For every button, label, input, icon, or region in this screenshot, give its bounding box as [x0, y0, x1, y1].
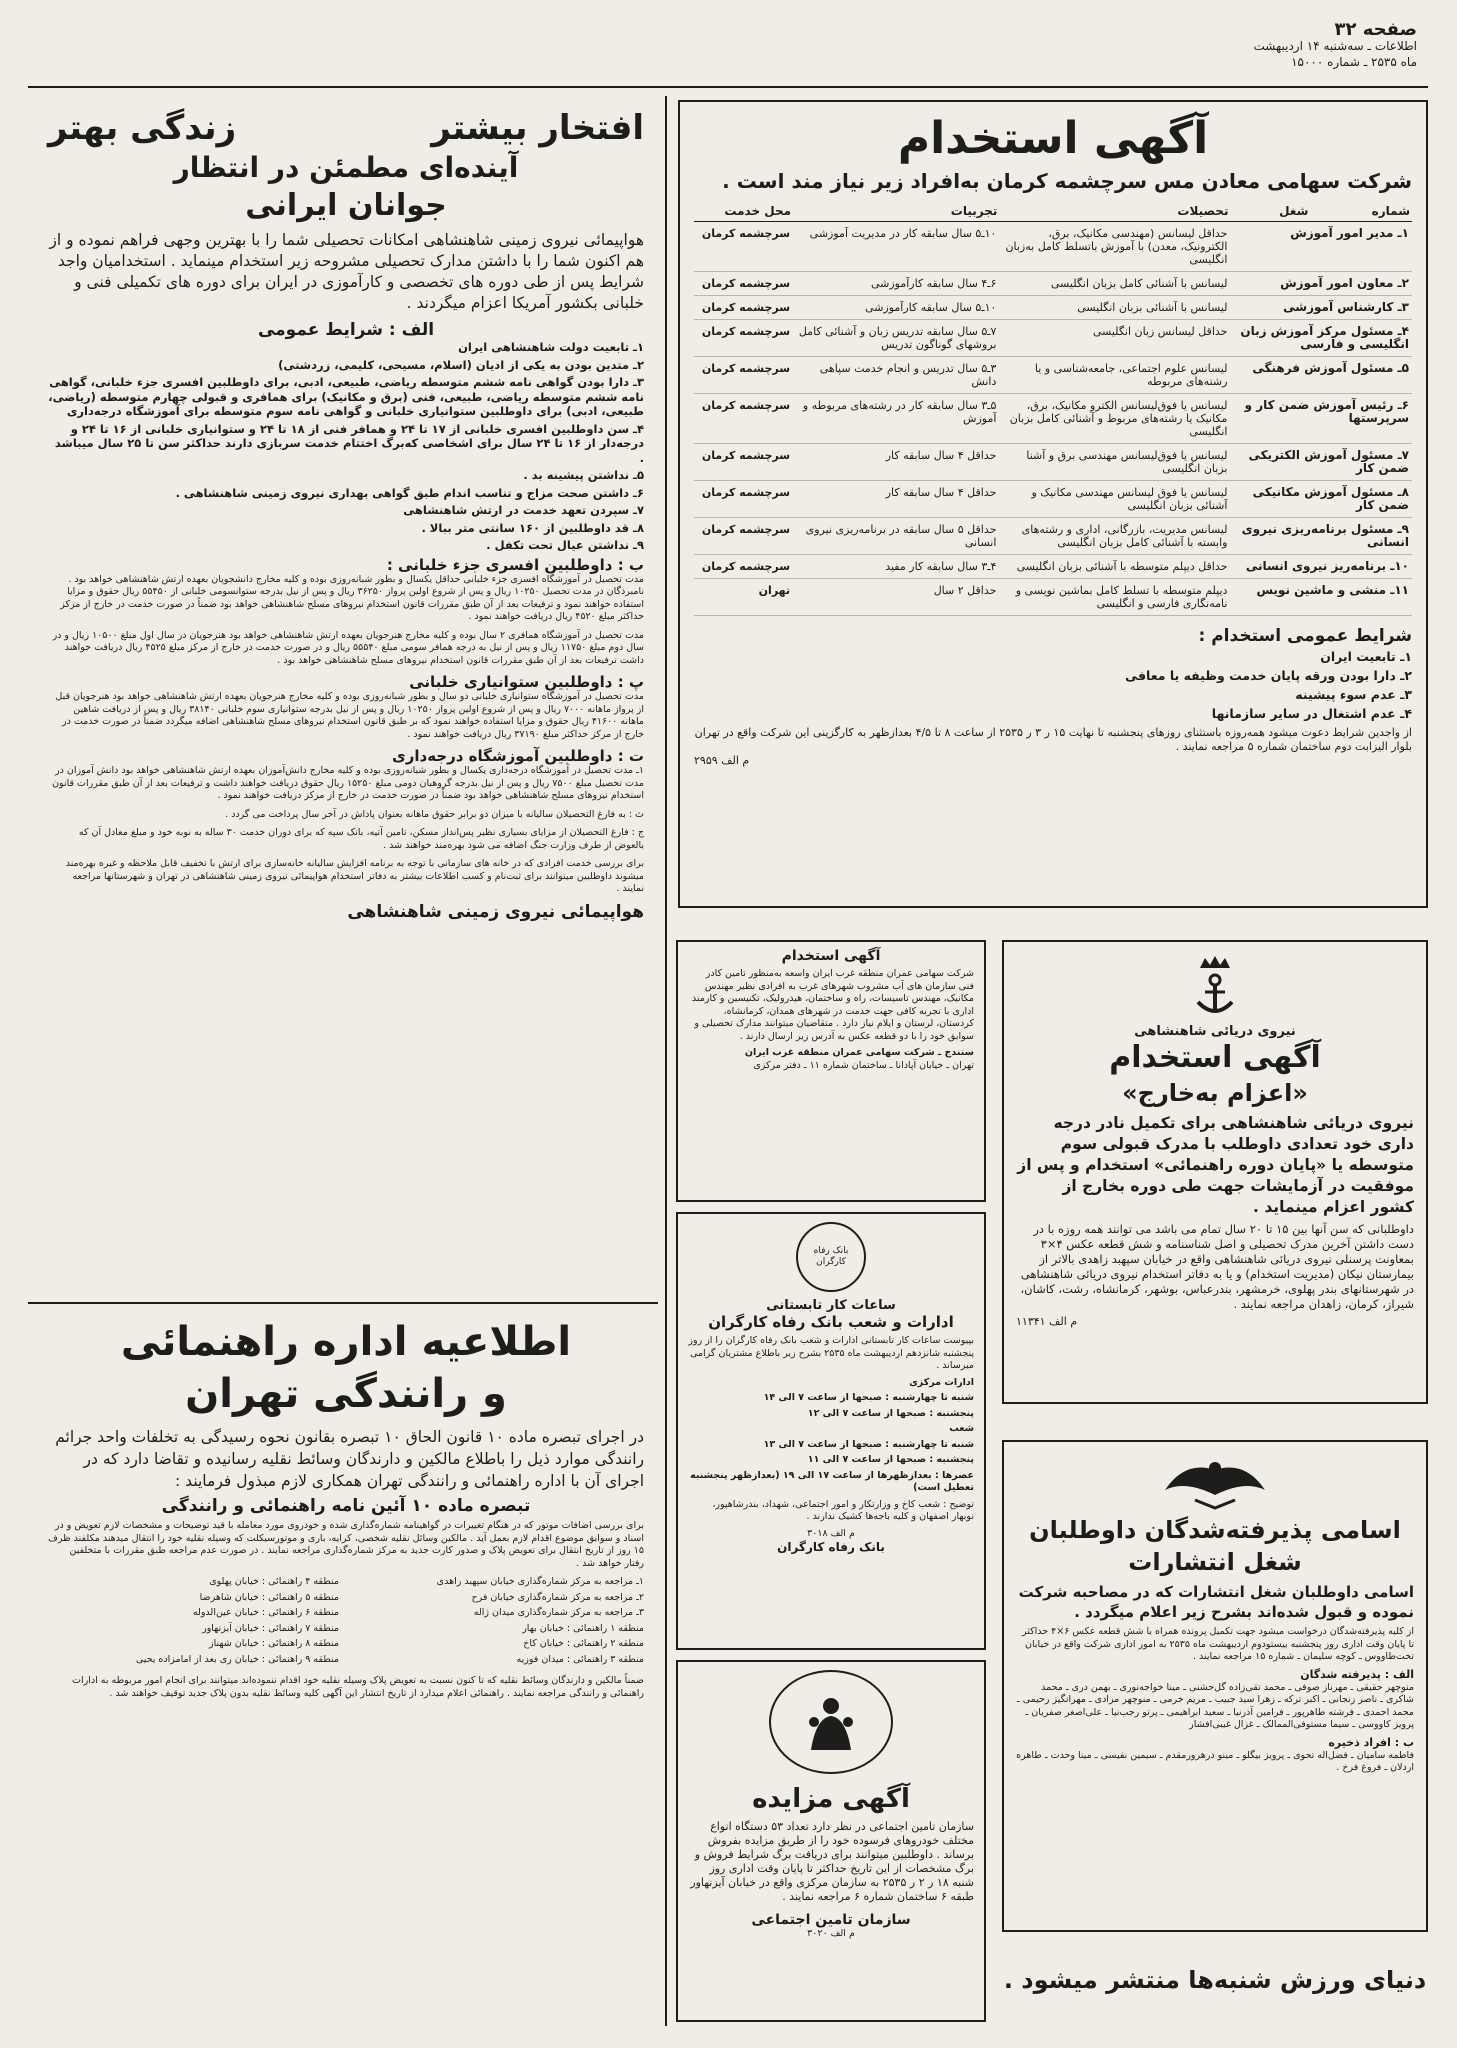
traffic-list: [48, 1576, 644, 1669]
row-location: سرچشمه کرمان: [694, 296, 793, 320]
accepted-group-title: الف : پذیرفته شدگان: [1300, 1667, 1414, 1681]
employment-row: [694, 579, 1412, 616]
row-job: ۲ـ معاون امور آموزش: [1230, 272, 1412, 296]
employment-row: [694, 272, 1412, 296]
bank-logo: [796, 1222, 866, 1292]
row-location: سرچشمه کرمان: [694, 222, 793, 272]
section-d-text: ۱ـ مدت تحصیل در آموزشگاه درجه‌داری یکسال و بطور شبانه‌روزی بوده و کلیه مخارج دانش‌آموزان بعهده ارتش شاهنشاهی خواهد بود دانش آموزان در مدت تحصیل مبلغ ۷۵۰۰ ریال و پس از نیل بدرجه گروهبان دومی مبلغ ۱۵۲۵۰ ریال حقوق دریافت خواهند داشت و ترفیعات بعد از آن طبق مقررات قانون استخدام نیروهای مسلح شاهنشاهی خواهد بود ضمناً در صورت خدمت در خارج از مرکز دریافت خواهند نمود .: [52, 765, 644, 801]
auction-body: سازمان تامین اجتماعی در نظر دارد تعداد ۵۳ دستگاه انواع مختلف خودروهای فرسوده خود را از طریق مزایده بفروش برساند . داوطلبین میتوانند برای دریافت برگ شرایط فروش و برگ مشخصات از این تاریخ حداکثر تا پایان وقت اداری روز شنبه ۱۸ ر ۲ ر ۲۵۳۵ به سازمان مرکزی واقع در خیابان آیزنهاور طبقه ۶ ساختمان شماره ۶ مراجعه نمایند .: [690, 1820, 974, 1903]
traffic-list-item: منطقه ۵ راهنمائی : خیابان شاهرضا: [199, 1591, 339, 1603]
row-experience: حداقل ۵ سال سابقه در برنامه‌ریزی نیروی انسانی: [793, 518, 999, 555]
traffic-ad: [40, 1310, 652, 2024]
employment-table-body: [694, 222, 1412, 616]
general-condition: ۳ـ عدم سوء پیشینه: [1295, 687, 1412, 702]
traffic-list-item: منطقه ۴ راهنمائی : خیابان پهلوی: [209, 1576, 339, 1587]
row-experience: حداقل ۴ سال سابقه کار: [793, 444, 999, 481]
reserve-names: فاطمه سامیان ـ فضل‌اله تحوی ـ پرویز بیگلو ـ مینو درهرورمقدم ـ سیمین نفیسی ـ مینا وحدت ـ طاهره اردلان ـ فروغ فرخ .: [1016, 1749, 1414, 1773]
col-job: شغل: [1230, 202, 1310, 222]
navy-body: داوطلبانی که سن آنها بین ۱۵ تا ۲۰ سال تمام می باشد می توانند همه روزه با در دست داشتن آخرین مدرک تحصیلی و اصل شناسنامه و شش قطعه عکس ۴×۳ بمعاونت پرسنلی نیروی دریائی شاهنشاهی واقع در خیابان سپهبد زاهدی بالاتر از بیمارستان نیکان (مدیریت استخدام) و یا به دفاتر استخدام نیروی دریائی شاهنشاهی در شهرستانهای بندر پهلوی، خرمشهر، بندرعباس، بوشهر، کرمانشاه، رشت، کاشان، شیراز، کرمان، زاهدان مراجعه نمایند .: [1020, 1222, 1414, 1311]
bank-ref: م الف ۳۰۱۸: [807, 1527, 855, 1539]
airforce-closing: برای بررسی خدمت افرادی که در خانه های سازمانی با توجه به برنامه افزایش سالیانه خانه‌سازی برای ارتش با تخفیف قابل ملاحظه و غیره بهره‌مند میشوند داوطلبین میتوانند برای ثبت‌نام و کسب اطلاعات بیشتر به دفاتر استخدام هواپیمائی نیروی زمینی شاهنشاهی در تهران و شهرستانها مراجعه نمایند .: [65, 858, 644, 894]
condition-item: ۶ـ داشتن صحت مزاج و تناسب اندام طبق گواهی بهداری نیروی زمینی شاهنشاهی .: [175, 485, 644, 500]
traffic-list-item: منطقه ۳ راهنمائی : میدان فوزیه: [516, 1653, 644, 1665]
accepted-names: منوچهر حقیقی ـ مهرناز صوفی ـ محمد تقی‌زاده گل‌حشنی ـ مینا خواجه‌نوری ـ بهمن دری ـ محمد شاکری ـ ناصر زنجانی ـ اکبر ترکه ـ زهرا سید جبیب ـ مریم خرمی ـ منوچهر مرادی ـ مهرانگیز رحیمی ـ محمد احمدی ـ فرشته طاهرپور ـ فرامین آذرنیا ـ سعید ابراهیمی ـ پرتو رجب‌نیا ـ علی‌اصغر صفریان ـ پرویز کاووسی ـ سیما مستوفی‌الممالک ـ غزال غیبی‌افشار: [1016, 1681, 1414, 1730]
general-condition: ۴ـ عدم اشتغال در سایر سازمانها: [1211, 706, 1412, 721]
col-number: شماره: [1310, 202, 1412, 222]
traffic-closing: ضمناً مالکین و دارندگان وسائط نقلیه که تا کنون نسبت به تعویض پلاک وسیله نقلیه خود اقدام ننموده‌اند میتوانند برای انجام امور مربوطه به ادارات راهنمائی و رانندگی مراجعه نمایند . راهنمائی اعلام میدارد از تاریخ انتشار این آگهی کلیه وسائط نقلیه بدون پلاک جدید توقیف خواهند شد .: [72, 1675, 644, 1699]
general-conditions-list: [694, 649, 1412, 722]
row-education: لیسانس با آشنائی بزبان انگلیسی: [999, 296, 1230, 320]
sports-notice: دنیای ورزش شنبه‌ها منتشر میشود .: [1003, 1966, 1427, 1994]
headline-right: افتخار بیشتر: [431, 108, 644, 148]
row-education: حداقل دیپلم متوسطه با آشنائی بزبان انگلیسی: [999, 555, 1230, 579]
row-location: سرچشمه کرمان: [694, 357, 793, 394]
schedule-line: ادارات مرکزی: [909, 1376, 974, 1388]
airforce-intro: هواپیمائی نیروی زمینی شاهنشاهی امکانات تحصیلی شما را با بهترین وجهی فراهم نموده و از هم اکنون شما را با داشتن مدارک تحصیلی مشروحه زیر استخدام مینماید . استخدامیان واجد شرایط پس از طی دوره های تخصصی و کارآموزی در ایران برای دوره های تکمیلی فنی و خلبانی بکشور آمریکا اعزام میگردند .: [49, 231, 644, 312]
row-education: لیسانس مدیریت، بازرگانی، اداری و رشته‌های وابسته با آشنائی کامل بزبان انگلیسی: [999, 518, 1230, 555]
row-education: لیسانس علوم اجتماعی، جامعه‌شناسی و یا رشته‌های مربوطه: [999, 357, 1230, 394]
auction-signature: سازمان تامین اجتماعی: [751, 1912, 911, 1928]
section-c-title: پ : داوطلبین ستوانیاری خلبانی: [409, 673, 644, 691]
row-location: سرچشمه کرمان: [694, 272, 793, 296]
row-location: سرچشمه کرمان: [694, 481, 793, 518]
row-job: ۵ـ مسئول آموزش فرهنگی: [1230, 357, 1412, 394]
row-location: تهران: [694, 579, 793, 616]
row-education: لیسانس یا فوق‌لیسانس مهندسی برق و آشنا بزبان انگلیسی: [999, 444, 1230, 481]
employment-ad-subtitle: شرکت سهامی معادن مس سرچشمه کرمان به‌افراد زیر نیاز مند است .: [722, 169, 1412, 193]
row-job: ۸ـ مسئول آموزش مکانیکی ضمن کار: [1230, 481, 1412, 518]
row-job: ۳ـ کارشناس آموزشی: [1230, 296, 1412, 320]
col-education: تحصیلات: [999, 202, 1230, 222]
navy-ref: م الف ۱۱۳۴۱: [1016, 1315, 1078, 1328]
schedule-line: عصرها : بعدازظهرها از ساعت ۱۷ الی ۱۹ (بعدازظهر پنجشنبه تعطیل است): [690, 1469, 974, 1493]
employment-ad-ref: م الف ۲۹۵۹: [694, 754, 750, 767]
row-education: حداقل لیسانس زبان انگلیسی: [999, 320, 1230, 357]
schedule-line: شعب: [949, 1423, 974, 1434]
airforce-signature: هواپیمائی نیروی زمینی شاهنشاهی: [347, 901, 644, 922]
auction-title: آگهی مزایده: [752, 1784, 910, 1814]
employment-row: [694, 296, 1412, 320]
section-b-text: مدت تحصیل در آموزشگاه افسری جزء خلبانی حداقل یکسال و بطور شبانه‌روزی بوده و کلیه مخارج دانشجویان بعهده ارتش شاهنشاهی خواهد بود . نامبردگان در مدت تحصیل ۱۰۲۵۰ ریال و پس از شروع اولین پرواز ۳۶۲۵۰ ریال و پس از نیل بدرجه ستوانسومی خلبانی از ۵۵۴۵۰ ریال حقوق و مزایا استفاده خواهند نمود و ترفیعات بعد از آن طبق مقررات قانون استخدام نیروهای مسلح شاهنشاهی خواهد بود ضمناً در صورت خدمت در خارج از مرکز حداکثر مبلغ ۴۵۲۰ ریال دریافت خواهند نمود .: [60, 573, 644, 622]
navy-lead: نیروی دریائی شاهنشاهی برای تکمیل نادر درجه داری خود تعدادی داوطلب با مدرک قبولی سوم متوسطه یا «پایان دوره راهنمائی» استخدام و پس از موفقیت در آزمایشات جهت طی دوره بخارج از کشور اعزام مینماید .: [1017, 1114, 1414, 1216]
header-rule: [28, 86, 1428, 88]
anchor-crown-icon: [1180, 950, 1250, 1020]
traffic-body: برای بررسی اضافات موتور که در هنگام تغییرات در گواهینامه شماره‌گذاری شده و خودروی مورد معامله با قید توضیحات و مشخصات لازم تعویض و در اسناد و سوابق موضوع اقدام لازم بعمل آید . مالکین وسائل نقلیه شخصی، کرایه، باری و موتورسیکلت که وسیله نقلیه خود را انتقال میدهند مکلفند ظرف ۱۵ روز از تاریخ انتقال برای تعویض پلاک و صدور کارت جدید به مرکز شماره‌گذاری مراجعه نمایند . در صورت عدم مراجعه طبق مقررات با متخلفین رفتار خواهد شد .: [48, 1520, 644, 1569]
bank-title: ادارات و شعب بانک رفاه کارگران: [708, 1313, 954, 1331]
row-location: سرچشمه کرمان: [694, 555, 793, 579]
section-e-text: ث : به فارغ التحصیلان سالیانه با میزان دو برابر حقوق ماهانه بعنوان پاداش در آخر سال پرداخت می گردد .: [225, 808, 644, 820]
publications-title-1: اسامی پذیرفته‌شدگان داوطلبان: [1029, 1516, 1401, 1544]
traffic-list-item: ۱ـ مراجعه به مرکز شماره‌گذاری خیابان سپهبد زاهدی: [436, 1576, 644, 1587]
employment-ad: [678, 100, 1428, 908]
auction-ad: [676, 1660, 986, 2022]
row-experience: ۴ـ۳ سال سابقه کار مفید: [793, 555, 999, 579]
row-job: ۱ـ مدیر امور آموزش: [1230, 222, 1412, 272]
row-experience: ۱۰ـ۵ سال سابقه کارآموزشی: [793, 296, 999, 320]
employment-row: [694, 222, 1412, 272]
navy-title: آگهی استخدام: [1109, 1040, 1321, 1075]
row-location: سرچشمه کرمان: [694, 444, 793, 481]
employment-row: [694, 481, 1412, 518]
employment-row: [694, 394, 1412, 444]
navy-emblem-caption: نیروی دریائی شاهنشاهی: [1134, 1024, 1296, 1039]
row-experience: حداقل ۲ سال: [793, 579, 999, 616]
navy-emblem: [1016, 950, 1414, 1024]
condition-item: ۵ـ نداشتن پیشینه بد .: [523, 468, 644, 482]
employment-row: [694, 320, 1412, 357]
schedule-line: پنجشنبه : صبحها از ساعت ۷ الی ۱۱: [807, 1454, 974, 1465]
griffin-ornament-icon: [1155, 1450, 1275, 1510]
bank-ad: [676, 1212, 986, 1650]
employment-table: [694, 202, 1412, 616]
employment-ad-title: آگهی استخدام: [897, 113, 1209, 164]
navy-ad: [1002, 940, 1428, 1404]
bank-body: بپیوست ساعات کار تابستانی ادارات و شعب بانک رفاه کارگران را از روز پنجشنبه شانزدهم اردیبهشت ماه ۲۵۳۵ بشرح زیر باطلاع مشتریان گرامی میرساند .: [688, 1335, 974, 1371]
condition-item: ۲ـ متدین بودن به یکی از ادیان (اسلام، مسیحی، کلیمی، زردشتی): [278, 357, 644, 372]
airforce-headline: [48, 106, 644, 150]
publications-ad: [1002, 1440, 1428, 1932]
traffic-list-item: منطقه ۲ راهنمائی : خیابان کاخ: [523, 1638, 644, 1649]
employment-row: [694, 444, 1412, 481]
employment-row: [694, 518, 1412, 555]
traffic-title-2: و رانندگی تهران: [185, 1371, 507, 1417]
condition-item: ۹ـ نداشتن عیال تحت تکفل .: [486, 538, 644, 552]
header-issue: ماه ۲۵۳۵ ـ شماره ۱۵۰۰۰: [1291, 55, 1417, 69]
airforce-headline-2: آینده‌ای مطمئن در انتظار: [173, 151, 519, 184]
section-h-text: مدت تحصیل در آموزشگاه همافری ۲ سال بوده و کلیه مخارج هنرجویان بعهده ارتش شاهنشاهی خواهد بود هنرجویان در سال اول مبلغ ۱۰۵۰۰ ریال و در سال دوم مبلغ ۱۱۷۵۰ ریال و پس از نیل به درجه همافر سومی مبلغ ۵۵۵۴۰ ریال و در صورت خدمت در خارج از مرکز مبلغ ۴۵۲۵ ریال دریافت خواهند داشت ترفیعات بعد از آن طبق مقررات قانون استخدام نیروهای مسلح شاهنشاهی خواهد بود .: [52, 629, 644, 666]
publications-lead: اسامی داوطلبان شغل انتشارات که در مصاحبه شرکت نموده و قبول شده‌اند بشرح زیر اعلام میگردد .: [1018, 1583, 1414, 1621]
bank-signature: بانک رفاه کارگران: [777, 1540, 885, 1554]
row-job: ۹ـ مسئول برنامه‌ریزی نیروی انسانی: [1230, 518, 1412, 555]
social-security-logo: [769, 1670, 893, 1774]
page-number: صفحه ۳۲: [1334, 19, 1417, 40]
traffic-list-item: منطقه ۸ راهنمائی : خیابان شهناز: [209, 1638, 339, 1649]
publications-emblem: [1016, 1450, 1414, 1514]
traffic-list-item: ۳ـ مراجعه به مرکز شماره‌گذاری میدان ژاله: [473, 1607, 644, 1618]
row-experience: ۷ـ۵ سال سابقه تدریس زبان و آشنائی کامل بروشهای گوناگون تدریس: [793, 320, 999, 357]
row-experience: ۶ـ۴ سال سابقه کارآموزشی: [793, 272, 999, 296]
row-education: لیسانس با آشنائی کامل بزبان انگلیسی: [999, 272, 1230, 296]
bank-pre-title: ساعات کار تابستانی: [766, 1298, 896, 1313]
condition-item: ۳ـ دارا بودن گواهی نامه ششم متوسطه ریاضی، طبیعی، ادبی، برای داوطلبین افسری جزء خلبانی، گواهی نامه ششم متوسطه ریاضی، طبیعی، فنی (برق و مکانیک) برای همافری و قبولی چهارم متوسطه (ریاضی، طبیعی، ادبی) برای داوطلبین ستوانیاری خلبانی و گواهی نامه سوم متوسطه برای آموزشگاه درجه‌داری: [48, 375, 644, 418]
condition-item: ۴ـ سن داوطلبین افسری خلبانی از ۱۷ تا ۲۴ و همافر فنی از ۱۸ تا ۲۴ و ستوانیاری خلبانی از ۱۶ تا ۲۴ و درجه‌دار از ۱۶ تا ۲۴ سال برای اشخاصی که‌برگ اختتام خدمت سربازی دارند حداکثر سن تا ۲۵ سال میباشد .: [54, 421, 644, 465]
airforce-headline-3: جوانان ایرانی: [245, 188, 447, 223]
row-experience: حداقل ۴ سال سابقه کار: [793, 481, 999, 518]
row-experience: ۵ـ۳ سال سابقه کار در رشته‌های مربوطه و آموزش: [793, 394, 999, 444]
schedule-line: شنبه تا چهارشنبه : صبحها از ساعت ۷ الی ۱۳: [763, 1438, 974, 1450]
row-location: سرچشمه کرمان: [694, 518, 793, 555]
row-experience: ۳ـ۵ سال تدریس و انجام خدمت سپاهی دانش: [793, 357, 999, 394]
row-education: دیپلم متوسطه با تسلط کامل بماشین نویسی و نامه‌نگاری فارسی و انگلیسی: [999, 579, 1230, 616]
page-header: [1177, 19, 1417, 70]
row-job: ۶ـ رئیس آموزش ضمن کار و سرپرستها: [1230, 394, 1412, 444]
condition-item: ۷ـ سپردن تعهد خدمت در ارتش شاهنشاهی: [403, 503, 644, 517]
headline-left: زندگی بهتر: [48, 108, 237, 148]
row-job: ۱۰ـ برنامه‌ریز نیروی انسانی: [1230, 555, 1412, 579]
traffic-list-item: منطقه ۱ راهنمائی : خیابان بهار: [522, 1622, 644, 1634]
row-job: ۴ـ مسئول مرکز آموزش زبان انگلیسی و فارسی: [1230, 320, 1412, 357]
header-date: اطلاعات ـ سه‌شنبه ۱۴ اردیبهشت: [1253, 39, 1417, 53]
traffic-intro: در اجرای تبصره ماده ۱۰ قانون الحاق ۱۰ تبصره بقانون نحوه رسیدگی به تخلفات واحد جرائم رانندگی موارد ذیل را باطلاع مالکین و دارندگان وسائط نقلیه رسانیده و تقاضا دارد که در اجرای آن با اداره راهنمائی و رانندگی تهران همکاری لازم مبذول فرمایند :: [55, 1428, 644, 1490]
airforce-ad: [40, 100, 652, 1296]
navy-title-2: «اعزام به‌خارج»: [1122, 1079, 1308, 1107]
section-c-text: مدت تحصیل در آموزشگاه ستوانیاری خلبانی دو سال و بطور شبانه‌روزی بوده و کلیه مخارج هنرجویان بعهده ارتش شاهنشاهی خواهد بود هنرجویان قبل از پرواز ماهانه ۷۰۰۰ ریال و پس از شروع اولین پرواز ۱۰۲۵۰ ریال و پس از نیل بدرجه ستوانیاری سوم خلبانی ۳۸۱۴۰ ریال و پس از دریافت شاهین ماهانه ۴۱۶۰۰ ریال حقوق و مزایا استفاده خواهند نمود که بر طبق قانون استخدام نیروهای مسلح شاهنشاهی اضافه میگردد ضمناً در صورت خدمت در خارج از مرکز حداکثر مبلغ ۳۷۱۹۰ ریال دریافت خواهند نمود .: [55, 691, 644, 740]
traffic-list-item: منطقه ۷ راهنمائی : خیابان آیزنهاور: [202, 1622, 339, 1634]
traffic-subtitle: تبصره ماده ۱۰ آئین نامه راهنمائی و رانندگی: [161, 1496, 531, 1516]
column-divider: [665, 96, 667, 2026]
publications-title-2: شغل انتشارات: [1128, 1548, 1302, 1576]
section-b-title: ب : داوطلبین افسری جزء خلبانی :: [386, 555, 644, 574]
traffic-list-item: منطقه ۹ راهنمائی : خیابان ری بعد از امامزاده یحیی: [135, 1653, 339, 1665]
schedule-line: پنجشنبه : صبحها از ساعت ۷ الی ۱۲: [807, 1407, 974, 1419]
employment-table-header: [694, 202, 1412, 222]
small-ad-body: شرکت سهامی عمران منطقه غرب ایران واسعه به‌منظور تامین کادر فنی سازمان های آب مشروب شهرهای غرب به افرادی نظیر مهندس مکانیک، مهندس تاسیسات، راه و ساختمان، هیدرولیک، تکنیسین و کارمند اداری با تجربه کافی جهت خدمت در شهرهای همدان، کرمانشاه، کردستان، لرستان و ایلام نیاز دارد . متقاضیان میتوانند مدارک تحصیلی و سوابق خود را با دو قطعه عکس به آدرس زیر ارسال دارند .: [691, 968, 974, 1042]
condition-item: ۱ـ تابعیت دولت شاهنشاهی ایران: [458, 340, 644, 354]
row-job: ۷ـ مسئول آموزش الکتریکی ضمن کار: [1230, 444, 1412, 481]
reserve-group-title: ب : افراد ذخیره: [1328, 1735, 1414, 1749]
general-conditions-title: شرایط عمومی استخدام :: [1198, 626, 1412, 646]
schedule-line: شنبه تا چهارشنبه : صبحها از ساعت ۷ الی ۱۴: [763, 1392, 974, 1403]
family-emblem-icon: [796, 1692, 866, 1752]
row-location: سرچشمه کرمان: [694, 320, 793, 357]
row-location: سرچشمه کرمان: [694, 394, 793, 444]
row-education: لیسانس یا فوق‌لیسانس الکترو مکانیک، برق، مکانیک یا رشته‌های مربوط و آشنائی کامل بزبان انگلیسی: [999, 394, 1230, 444]
auction-ref: م الف ۳۰۲۰: [807, 1928, 855, 1939]
row-education: لیسانس یا فوق لیسانس مهندسی مکانیک و آشنائی بزبان انگلیسی: [999, 481, 1230, 518]
section-a-list: [48, 340, 644, 553]
employment-ad-footer: از واجدین شرایط دعوت میشود همه‌روزه باستثنای روزهای پنجشنبه تا نهایت ۱۵ ر ۳ ر ۲۵۳۵ از ساعت ۸ تا ۴/۵ بعدازظهر به کارگزینی این شرکت واقع در تهران بلوار الیزابت دوم ساختمان شماره ۵ مراجعه نمایند .: [694, 726, 1412, 753]
row-education: حداقل لیسانس (مهندسی مکانیک، برق، الکترونیک، معدن) با آموزش باتسلط کامل به‌زبان انگلیسی: [999, 222, 1230, 272]
row-job: ۱۱ـ منشی و ماشین نویس: [1230, 579, 1412, 616]
small-ad-address: سنندج ـ شرکت سهامی عمران منطقه غرب ایران: [744, 1047, 974, 1058]
employment-row: [694, 555, 1412, 579]
traffic-title-1: اطلاعیه اداره راهنمائی: [120, 1319, 572, 1365]
small-ad-footer: تهران ـ خیابان آپادانا ـ ساختمان شماره ۱۱ ـ دفتر مرکزی: [753, 1059, 974, 1071]
general-condition: ۱ـ تابعیت ایران: [1320, 649, 1412, 664]
traffic-list-item: ۲ـ مراجعه به مرکز شماره‌گذاری خیابان فرح: [471, 1591, 644, 1603]
section-f-text: ج : فارغ التحصیلان از مزایای بسیاری نظیر پس‌انداز مسکن، تامین آتیه، بانک سپه که برای دوران خدمت ۳۰ ساله به نوبه خود و مبلغ معادل آن که بالعوض از طرف وزارت جنگ اضافه می شود بهره‌مند خواهند شد .: [78, 827, 644, 851]
section-a-title: الف : شرایط عمومی: [257, 320, 435, 340]
col-experience: تجربیات: [793, 202, 999, 222]
bank-logo-text: بانک رفاه کارگران: [813, 1246, 849, 1267]
employment-row: [694, 357, 1412, 394]
publications-body: از کلیه پذیرفته‌شدگان درخواست میشود جهت تکمیل پرونده همراه با شش قطعه عکس ۶×۴ حداکثر تا پایان وقت اداری روز پنجشنبه بیستودوم اردیبهشت ماه ۲۵۳۵ به امور اداری شرکت واقع در خیابان تخت‌طاووس ـ کوچه سلیمان ـ شماره ۱۵ مراجعه نمایند .: [1021, 1626, 1414, 1662]
general-condition: ۲ـ دارا بودن ورقه پایان خدمت وظیفه یا معافی: [1125, 668, 1412, 683]
bank-schedule: [688, 1377, 974, 1495]
section-d-title: ت : داوطلبین آموزشگاه درجه‌داری: [391, 747, 644, 765]
row-experience: ۱۰ـ۵ سال سابقه کار در مدیریت آموزشی: [793, 222, 999, 272]
left-section-divider: [28, 1302, 658, 1304]
small-ad-title: آگهی استخدام: [781, 948, 881, 964]
condition-item: ۸ـ قد داوطلبین از ۱۶۰ سانتی متر ببالا .: [421, 520, 644, 535]
small-employment-ad: [676, 940, 986, 1202]
col-location: محل خدمت: [694, 202, 793, 222]
bank-note: توضیح : شعب کاخ و وزارتکار و امور اجتماعی، شهداد، بندرشاهپور، نوبهار اصفهان و کلیه باجه‌ها کشیک ندارند .: [712, 1498, 974, 1522]
traffic-list-item: منطقه ۶ راهنمائی : خیابان عین‌الدوله: [192, 1607, 339, 1618]
